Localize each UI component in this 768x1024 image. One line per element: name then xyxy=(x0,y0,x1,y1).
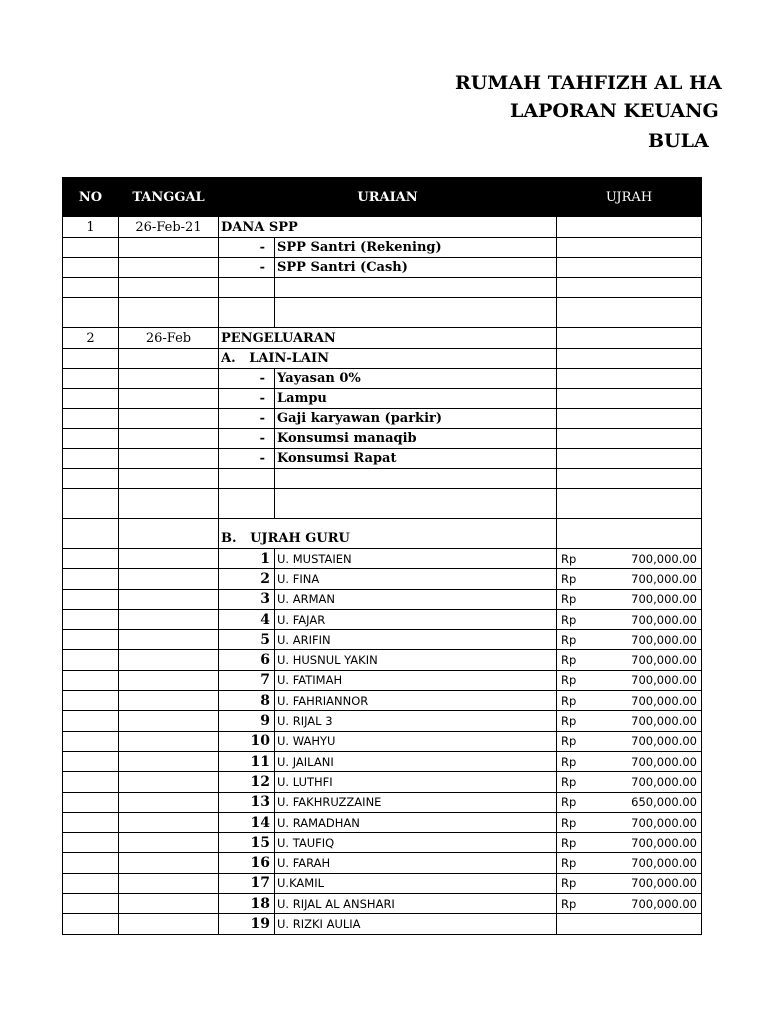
teacher-number: 14 xyxy=(219,812,275,832)
teacher-number: 7 xyxy=(219,670,275,690)
amount-cell xyxy=(557,217,702,238)
teacher-name: U. RIZKI AULIA xyxy=(275,914,557,934)
teacher-number: 9 xyxy=(219,711,275,731)
column-header-tanggal: TANGGAL xyxy=(119,178,219,217)
section-title: DANA SPP xyxy=(219,217,557,238)
teacher-amount xyxy=(557,589,702,609)
amount-value: 700,000.00 xyxy=(631,653,697,668)
empty-cell xyxy=(119,792,219,812)
teacher-amount xyxy=(557,853,702,873)
currency-label: Rp xyxy=(561,774,577,789)
currency-label: Rp xyxy=(561,815,577,830)
amount-value: 700,000.00 xyxy=(631,673,697,688)
column-header-ujrah: UJRAH xyxy=(557,178,702,217)
currency-label: Rp xyxy=(561,734,577,749)
report-title-line-3: BULA xyxy=(648,130,709,152)
empty-cell xyxy=(63,691,119,711)
table-row xyxy=(63,873,702,893)
report-title-line-2: LAPORAN KEUANG xyxy=(510,100,719,122)
table-row xyxy=(63,409,702,429)
teacher-amount xyxy=(557,914,702,934)
bullet-dash: - xyxy=(219,238,275,258)
amount-value: 700,000.00 xyxy=(631,714,697,729)
amount-value: 700,000.00 xyxy=(631,876,697,891)
table-row xyxy=(63,328,702,349)
empty-cell xyxy=(119,914,219,934)
teacher-number: 13 xyxy=(219,792,275,812)
amount-value: 700,000.00 xyxy=(631,754,697,769)
table-row xyxy=(63,833,702,853)
empty-cell xyxy=(119,650,219,670)
empty-cell xyxy=(63,772,119,792)
teacher-number: 5 xyxy=(219,630,275,650)
teacher-number: 18 xyxy=(219,894,275,914)
teacher-amount xyxy=(557,650,702,670)
table-row xyxy=(63,569,702,589)
empty-cell xyxy=(63,650,119,670)
bullet-dash: - xyxy=(219,258,275,278)
empty-cell xyxy=(63,751,119,771)
currency-label: Rp xyxy=(561,835,577,850)
table-row xyxy=(63,429,702,449)
table-row xyxy=(63,914,702,934)
row-no: 2 xyxy=(63,328,119,349)
table-row xyxy=(63,369,702,389)
teacher-name: U. HUSNUL YAKIN xyxy=(275,650,557,670)
amount-value: 700,000.00 xyxy=(631,693,697,708)
teacher-name: U. RAMADHAN xyxy=(275,812,557,832)
teacher-amount xyxy=(557,894,702,914)
teacher-list xyxy=(63,549,702,935)
teacher-number: 17 xyxy=(219,873,275,893)
empty-cell xyxy=(119,630,219,650)
table-row xyxy=(63,589,702,609)
amount-value: 700,000.00 xyxy=(631,612,697,627)
empty-cell xyxy=(119,549,219,569)
section-title: PENGELUARAN xyxy=(219,328,557,349)
teacher-name: U. RIJAL AL ANSHARI xyxy=(275,894,557,914)
row-date: 26-Feb xyxy=(119,328,219,349)
teacher-number: 6 xyxy=(219,650,275,670)
report-title-line-1: RUMAH TAHFIZH AL HA xyxy=(455,72,722,94)
amount-value: 650,000.00 xyxy=(631,795,697,810)
table-row xyxy=(63,258,702,278)
currency-label: Rp xyxy=(561,693,577,708)
teacher-name: U.KAMIL xyxy=(275,873,557,893)
column-header-no: NO xyxy=(63,178,119,217)
amount-value: 700,000.00 xyxy=(631,592,697,607)
teacher-amount xyxy=(557,833,702,853)
table-row xyxy=(63,853,702,873)
teacher-amount xyxy=(557,569,702,589)
empty-cell xyxy=(119,894,219,914)
teacher-amount xyxy=(557,792,702,812)
teacher-amount xyxy=(557,670,702,690)
teacher-amount xyxy=(557,630,702,650)
table-row xyxy=(63,349,702,369)
subsection-title xyxy=(219,519,557,549)
subsection-label: UJRAH GURU xyxy=(250,531,350,546)
amount-value: 700,000.00 xyxy=(631,896,697,911)
teacher-number: 4 xyxy=(219,609,275,629)
teacher-number: 3 xyxy=(219,589,275,609)
table-row xyxy=(63,238,702,258)
table-row xyxy=(63,691,702,711)
empty-cell xyxy=(63,609,119,629)
teacher-number: 12 xyxy=(219,772,275,792)
empty-cell xyxy=(119,589,219,609)
amount-value: 700,000.00 xyxy=(631,571,697,586)
empty-cell xyxy=(119,873,219,893)
currency-label: Rp xyxy=(561,571,577,586)
table-row xyxy=(63,731,702,751)
table-row xyxy=(63,812,702,832)
empty-cell xyxy=(119,691,219,711)
teacher-amount xyxy=(557,731,702,751)
teacher-name: U. JAILANI xyxy=(275,751,557,771)
currency-label: Rp xyxy=(561,632,577,647)
teacher-name: U. ARIFIN xyxy=(275,630,557,650)
subsection-letter: A. xyxy=(221,351,236,366)
currency-label: Rp xyxy=(561,653,577,668)
teacher-number: 15 xyxy=(219,833,275,853)
teacher-amount xyxy=(557,691,702,711)
table-row xyxy=(63,389,702,409)
empty-cell xyxy=(119,853,219,873)
table-row xyxy=(63,670,702,690)
empty-cell xyxy=(119,670,219,690)
empty-cell xyxy=(63,792,119,812)
empty-cell xyxy=(119,751,219,771)
empty-cell xyxy=(63,894,119,914)
empty-cell xyxy=(63,711,119,731)
bullet-dash: - xyxy=(219,369,275,389)
subsection-letter: B. xyxy=(221,531,237,546)
teacher-name: U. FAKHRUZZAINE xyxy=(275,792,557,812)
empty-cell xyxy=(119,812,219,832)
table-row xyxy=(63,630,702,650)
amount-value: 700,000.00 xyxy=(631,551,697,566)
teacher-name: U. LUTHFI xyxy=(275,772,557,792)
teacher-name: U. ARMAN xyxy=(275,589,557,609)
empty-cell xyxy=(119,731,219,751)
table-row xyxy=(63,298,702,328)
bullet-dash: - xyxy=(219,409,275,429)
bullet-dash: - xyxy=(219,429,275,449)
teacher-name: U. TAUFIQ xyxy=(275,833,557,853)
teacher-amount xyxy=(557,549,702,569)
table-row xyxy=(63,609,702,629)
teacher-amount xyxy=(557,711,702,731)
item-label: Yayasan 0% xyxy=(275,369,557,389)
currency-label: Rp xyxy=(561,856,577,871)
empty-cell xyxy=(119,711,219,731)
currency-label: Rp xyxy=(561,551,577,566)
teacher-amount xyxy=(557,873,702,893)
teacher-name: U. FAHRIANNOR xyxy=(275,691,557,711)
row-date: 26-Feb-21 xyxy=(119,217,219,238)
empty-cell xyxy=(63,731,119,751)
item-label: Gaji karyawan (parkir) xyxy=(275,409,557,429)
currency-label: Rp xyxy=(561,673,577,688)
empty-cell xyxy=(63,853,119,873)
teacher-amount xyxy=(557,751,702,771)
amount-value: 700,000.00 xyxy=(631,734,697,749)
item-label: SPP Santri (Cash) xyxy=(275,258,557,278)
empty-cell xyxy=(63,630,119,650)
teacher-name: U. MUSTAIEN xyxy=(275,549,557,569)
table-row xyxy=(63,449,702,469)
table-row xyxy=(63,278,702,298)
table-row xyxy=(63,469,702,489)
teacher-amount xyxy=(557,772,702,792)
item-label: SPP Santri (Rekening) xyxy=(275,238,557,258)
column-header-uraian: URAIAN xyxy=(219,178,557,217)
row-no: 1 xyxy=(63,217,119,238)
table-row xyxy=(63,489,702,519)
empty-cell xyxy=(63,914,119,934)
teacher-number: 16 xyxy=(219,853,275,873)
item-label: Lampu xyxy=(275,389,557,409)
currency-label: Rp xyxy=(561,876,577,891)
table-row xyxy=(63,650,702,670)
table-row xyxy=(63,217,702,238)
teacher-amount xyxy=(557,812,702,832)
teacher-number: 19 xyxy=(219,914,275,934)
item-label: Konsumsi Rapat xyxy=(275,449,557,469)
table-row xyxy=(63,519,702,549)
empty-cell xyxy=(119,609,219,629)
teacher-name: U. FINA xyxy=(275,569,557,589)
amount-value: 700,000.00 xyxy=(631,835,697,850)
amount-value: 700,000.00 xyxy=(631,774,697,789)
teacher-name: U. FATIMAH xyxy=(275,670,557,690)
currency-label: Rp xyxy=(561,896,577,911)
teacher-number: 11 xyxy=(219,751,275,771)
empty-cell xyxy=(63,589,119,609)
currency-label: Rp xyxy=(561,795,577,810)
currency-label: Rp xyxy=(561,592,577,607)
table-row xyxy=(63,792,702,812)
empty-cell xyxy=(119,772,219,792)
table-row xyxy=(63,549,702,569)
teacher-number: 10 xyxy=(219,731,275,751)
currency-label: Rp xyxy=(561,754,577,769)
empty-cell xyxy=(119,833,219,853)
amount-value: 700,000.00 xyxy=(631,815,697,830)
table-row xyxy=(63,894,702,914)
subsection-label: LAIN-LAIN xyxy=(249,351,329,366)
empty-cell xyxy=(63,670,119,690)
amount-value: 700,000.00 xyxy=(631,632,697,647)
bullet-dash: - xyxy=(219,389,275,409)
item-label: Konsumsi manaqib xyxy=(275,429,557,449)
table-row xyxy=(63,711,702,731)
finance-report-table xyxy=(62,177,702,935)
teacher-amount xyxy=(557,609,702,629)
empty-cell xyxy=(119,569,219,589)
teacher-name: U. RIJAL 3 xyxy=(275,711,557,731)
table-row xyxy=(63,751,702,771)
teacher-number: 1 xyxy=(219,549,275,569)
amount-value: 700,000.00 xyxy=(631,856,697,871)
bullet-dash: - xyxy=(219,449,275,469)
currency-label: Rp xyxy=(561,612,577,627)
teacher-name: U. WAHYU xyxy=(275,731,557,751)
empty-cell xyxy=(63,812,119,832)
teacher-number: 2 xyxy=(219,569,275,589)
teacher-number: 8 xyxy=(219,691,275,711)
currency-label: Rp xyxy=(561,714,577,729)
empty-cell xyxy=(63,569,119,589)
empty-cell xyxy=(63,833,119,853)
subsection-title xyxy=(219,349,557,369)
teacher-name: U. FAJAR xyxy=(275,609,557,629)
empty-cell xyxy=(63,873,119,893)
table-row xyxy=(63,772,702,792)
empty-cell xyxy=(63,549,119,569)
table-header-row xyxy=(63,178,702,217)
teacher-name: U. FARAH xyxy=(275,853,557,873)
